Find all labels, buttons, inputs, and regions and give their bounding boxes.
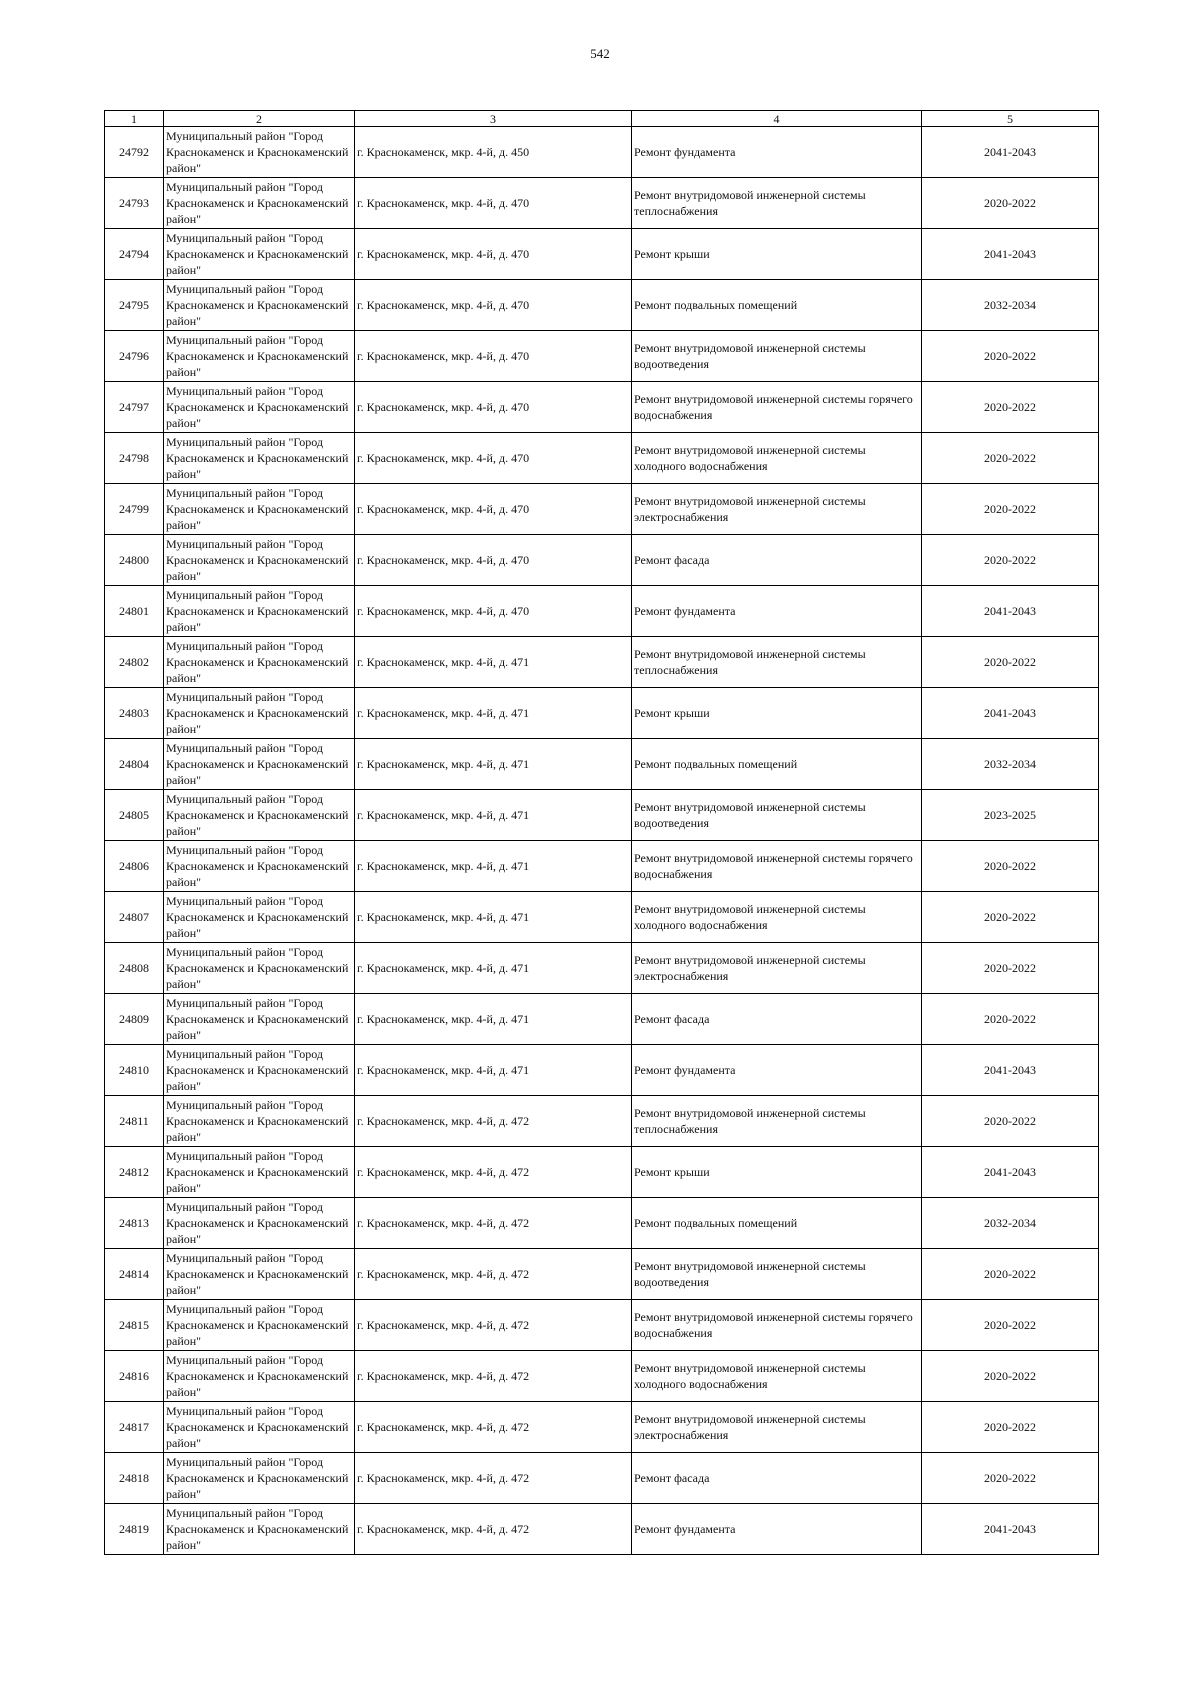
address-cell: г. Краснокаменск, мкр. 4-й, д. 472 (355, 1504, 632, 1555)
municipality-cell: Муниципальный район "Город Краснокаменск и Краснокаменский район" (164, 127, 355, 178)
row-number-cell: 24806 (105, 841, 164, 892)
address-cell: г. Краснокаменск, мкр. 4-й, д. 472 (355, 1198, 632, 1249)
table-row (105, 484, 1099, 535)
row-number-cell: 24793 (105, 178, 164, 229)
work-type-cell: Ремонт крыши (632, 688, 922, 739)
work-type-cell: Ремонт внутридомовой инженерной системы электроснабжения (632, 484, 922, 535)
row-number-cell: 24794 (105, 229, 164, 280)
municipality-cell: Муниципальный район "Город Краснокаменск и Краснокаменский район" (164, 1453, 355, 1504)
row-number-cell: 24816 (105, 1351, 164, 1402)
municipality-cell: Муниципальный район "Город Краснокаменск и Краснокаменский район" (164, 892, 355, 943)
municipality-cell: Муниципальный район "Город Краснокаменск и Краснокаменский район" (164, 688, 355, 739)
address-cell: г. Краснокаменск, мкр. 4-й, д. 471 (355, 790, 632, 841)
work-type-cell: Ремонт фасада (632, 1453, 922, 1504)
work-type-cell: Ремонт крыши (632, 1147, 922, 1198)
period-cell: 2020-2022 (922, 535, 1099, 586)
column-header: 5 (922, 111, 1099, 127)
municipality-cell: Муниципальный район "Город Краснокаменск и Краснокаменский район" (164, 739, 355, 790)
period-cell: 2020-2022 (922, 331, 1099, 382)
table-row (105, 1147, 1099, 1198)
period-cell: 2032-2034 (922, 280, 1099, 331)
row-number-cell: 24819 (105, 1504, 164, 1555)
row-number-cell: 24815 (105, 1300, 164, 1351)
table-row (105, 1198, 1099, 1249)
work-type-cell: Ремонт внутридомовой инженерной системы водоотведения (632, 790, 922, 841)
row-number-cell: 24809 (105, 994, 164, 1045)
period-cell: 2041-2043 (922, 1147, 1099, 1198)
address-cell: г. Краснокаменск, мкр. 4-й, д. 470 (355, 178, 632, 229)
address-cell: г. Краснокаменск, мкр. 4-й, д. 470 (355, 331, 632, 382)
period-cell: 2020-2022 (922, 1351, 1099, 1402)
address-cell: г. Краснокаменск, мкр. 4-й, д. 472 (355, 1096, 632, 1147)
row-number-cell: 24801 (105, 586, 164, 637)
table-row (105, 1096, 1099, 1147)
row-number-cell: 24810 (105, 1045, 164, 1096)
work-type-cell: Ремонт внутридомовой инженерной системы теплоснабжения (632, 1096, 922, 1147)
municipality-cell: Муниципальный район "Город Краснокаменск и Краснокаменский район" (164, 1300, 355, 1351)
municipality-cell: Муниципальный район "Город Краснокаменск и Краснокаменский район" (164, 1351, 355, 1402)
work-type-cell: Ремонт подвальных помещений (632, 739, 922, 790)
period-cell: 2041-2043 (922, 586, 1099, 637)
municipality-cell: Муниципальный район "Город Краснокаменск и Краснокаменский район" (164, 841, 355, 892)
municipality-cell: Муниципальный район "Город Краснокаменск и Краснокаменский район" (164, 790, 355, 841)
address-cell: г. Краснокаменск, мкр. 4-й, д. 470 (355, 535, 632, 586)
row-number-cell: 24808 (105, 943, 164, 994)
work-type-cell: Ремонт фасада (632, 535, 922, 586)
table-row (105, 535, 1099, 586)
address-cell: г. Краснокаменск, мкр. 4-й, д. 470 (355, 484, 632, 535)
period-cell: 2020-2022 (922, 994, 1099, 1045)
address-cell: г. Краснокаменск, мкр. 4-й, д. 472 (355, 1402, 632, 1453)
work-type-cell: Ремонт внутридомовой инженерной системы электроснабжения (632, 943, 922, 994)
table-row (105, 892, 1099, 943)
municipality-cell: Муниципальный район "Город Краснокаменск и Краснокаменский район" (164, 382, 355, 433)
address-cell: г. Краснокаменск, мкр. 4-й, д. 471 (355, 637, 632, 688)
municipality-cell: Муниципальный район "Город Краснокаменск и Краснокаменский район" (164, 535, 355, 586)
period-cell: 2020-2022 (922, 484, 1099, 535)
municipality-cell: Муниципальный район "Город Краснокаменск и Краснокаменский район" (164, 280, 355, 331)
municipality-cell: Муниципальный район "Город Краснокаменск и Краснокаменский район" (164, 484, 355, 535)
municipality-cell: Муниципальный район "Город Краснокаменск и Краснокаменский район" (164, 586, 355, 637)
period-cell: 2041-2043 (922, 1045, 1099, 1096)
address-cell: г. Краснокаменск, мкр. 4-й, д. 470 (355, 433, 632, 484)
row-number-cell: 24818 (105, 1453, 164, 1504)
period-cell: 2032-2034 (922, 739, 1099, 790)
page-number: 542 (590, 46, 610, 61)
municipality-cell: Муниципальный район "Город Краснокаменск и Краснокаменский район" (164, 1504, 355, 1555)
work-type-cell: Ремонт фасада (632, 994, 922, 1045)
municipality-cell: Муниципальный район "Город Краснокаменск и Краснокаменский район" (164, 994, 355, 1045)
address-cell: г. Краснокаменск, мкр. 4-й, д. 471 (355, 943, 632, 994)
row-number-cell: 24811 (105, 1096, 164, 1147)
work-type-cell: Ремонт внутридомовой инженерной системы теплоснабжения (632, 178, 922, 229)
period-cell: 2020-2022 (922, 1453, 1099, 1504)
work-type-cell: Ремонт внутридомовой инженерной системы холодного водоснабжения (632, 433, 922, 484)
work-type-cell: Ремонт фундамента (632, 1045, 922, 1096)
municipality-cell: Муниципальный район "Город Краснокаменск и Краснокаменский район" (164, 943, 355, 994)
table-row (105, 1504, 1099, 1555)
row-number-cell: 24812 (105, 1147, 164, 1198)
table-row (105, 841, 1099, 892)
work-type-cell: Ремонт внутридомовой инженерной системы горячего водоснабжения (632, 1300, 922, 1351)
row-number-cell: 24805 (105, 790, 164, 841)
work-type-cell: Ремонт внутридомовой инженерной системы водоотведения (632, 331, 922, 382)
period-cell: 2041-2043 (922, 688, 1099, 739)
work-type-cell: Ремонт фундамента (632, 1504, 922, 1555)
address-cell: г. Краснокаменск, мкр. 4-й, д. 470 (355, 382, 632, 433)
municipality-cell: Муниципальный район "Город Краснокаменск и Краснокаменский район" (164, 1147, 355, 1198)
table-row (105, 433, 1099, 484)
address-cell: г. Краснокаменск, мкр. 4-й, д. 472 (355, 1249, 632, 1300)
municipality-cell: Муниципальный район "Город Краснокаменск и Краснокаменский район" (164, 1096, 355, 1147)
work-type-cell: Ремонт внутридомовой инженерной системы холодного водоснабжения (632, 892, 922, 943)
period-cell: 2023-2025 (922, 790, 1099, 841)
column-header: 3 (355, 111, 632, 127)
table-row (105, 994, 1099, 1045)
period-cell: 2020-2022 (922, 382, 1099, 433)
table-row (105, 1300, 1099, 1351)
address-cell: г. Краснокаменск, мкр. 4-й, д. 472 (355, 1351, 632, 1402)
row-number-cell: 24798 (105, 433, 164, 484)
work-type-cell: Ремонт подвальных помещений (632, 1198, 922, 1249)
table-row (105, 739, 1099, 790)
municipality-cell: Муниципальный район "Город Краснокаменск и Краснокаменский район" (164, 229, 355, 280)
table-row (105, 1453, 1099, 1504)
work-type-cell: Ремонт внутридомовой инженерной системы электроснабжения (632, 1402, 922, 1453)
capital-repair-table (104, 110, 1099, 1555)
address-cell: г. Краснокаменск, мкр. 4-й, д. 471 (355, 994, 632, 1045)
work-type-cell: Ремонт внутридомовой инженерной системы водоотведения (632, 1249, 922, 1300)
work-type-cell: Ремонт внутридомовой инженерной системы горячего водоснабжения (632, 841, 922, 892)
work-type-cell: Ремонт внутридомовой инженерной системы горячего водоснабжения (632, 382, 922, 433)
address-cell: г. Краснокаменск, мкр. 4-й, д. 471 (355, 892, 632, 943)
address-cell: г. Краснокаменск, мкр. 4-й, д. 471 (355, 739, 632, 790)
table-row (105, 688, 1099, 739)
table-row (105, 382, 1099, 433)
address-cell: г. Краснокаменск, мкр. 4-й, д. 472 (355, 1300, 632, 1351)
period-cell: 2041-2043 (922, 229, 1099, 280)
table-row (105, 637, 1099, 688)
period-cell: 2020-2022 (922, 1096, 1099, 1147)
table-row (105, 1351, 1099, 1402)
row-number-cell: 24802 (105, 637, 164, 688)
table-row (105, 1402, 1099, 1453)
period-cell: 2020-2022 (922, 943, 1099, 994)
row-number-cell: 24800 (105, 535, 164, 586)
period-cell: 2020-2022 (922, 1249, 1099, 1300)
municipality-cell: Муниципальный район "Город Краснокаменск и Краснокаменский район" (164, 637, 355, 688)
row-number-cell: 24796 (105, 331, 164, 382)
period-cell: 2020-2022 (922, 841, 1099, 892)
row-number-cell: 24803 (105, 688, 164, 739)
period-cell: 2032-2034 (922, 1198, 1099, 1249)
work-type-cell: Ремонт внутридомовой инженерной системы холодного водоснабжения (632, 1351, 922, 1402)
column-header: 4 (632, 111, 922, 127)
work-type-cell: Ремонт крыши (632, 229, 922, 280)
municipality-cell: Муниципальный район "Город Краснокаменск и Краснокаменский район" (164, 1198, 355, 1249)
period-cell: 2041-2043 (922, 1504, 1099, 1555)
period-cell: 2020-2022 (922, 178, 1099, 229)
municipality-cell: Муниципальный район "Город Краснокаменск и Краснокаменский район" (164, 1249, 355, 1300)
address-cell: г. Краснокаменск, мкр. 4-й, д. 470 (355, 229, 632, 280)
period-cell: 2020-2022 (922, 1300, 1099, 1351)
work-type-cell: Ремонт фундамента (632, 586, 922, 637)
table-row (105, 178, 1099, 229)
table-row (105, 229, 1099, 280)
municipality-cell: Муниципальный район "Город Краснокаменск и Краснокаменский район" (164, 331, 355, 382)
period-cell: 2020-2022 (922, 433, 1099, 484)
table-row (105, 1045, 1099, 1096)
municipality-cell: Муниципальный район "Город Краснокаменск и Краснокаменский район" (164, 433, 355, 484)
municipality-cell: Муниципальный район "Город Краснокаменск и Краснокаменский район" (164, 178, 355, 229)
row-number-cell: 24792 (105, 127, 164, 178)
table-row (105, 943, 1099, 994)
column-header: 2 (164, 111, 355, 127)
table-row (105, 280, 1099, 331)
row-number-cell: 24817 (105, 1402, 164, 1453)
period-cell: 2020-2022 (922, 637, 1099, 688)
address-cell: г. Краснокаменск, мкр. 4-й, д. 471 (355, 1045, 632, 1096)
address-cell: г. Краснокаменск, мкр. 4-й, д. 471 (355, 688, 632, 739)
address-cell: г. Краснокаменск, мкр. 4-й, д. 472 (355, 1147, 632, 1198)
table-row (105, 331, 1099, 382)
table-row (105, 790, 1099, 841)
address-cell: г. Краснокаменск, мкр. 4-й, д. 470 (355, 586, 632, 637)
period-cell: 2020-2022 (922, 892, 1099, 943)
row-number-cell: 24813 (105, 1198, 164, 1249)
table-row (105, 127, 1099, 178)
row-number-cell: 24804 (105, 739, 164, 790)
address-cell: г. Краснокаменск, мкр. 4-й, д. 471 (355, 841, 632, 892)
table-header-row (105, 111, 1099, 127)
row-number-cell: 24797 (105, 382, 164, 433)
row-number-cell: 24799 (105, 484, 164, 535)
address-cell: г. Краснокаменск, мкр. 4-й, д. 472 (355, 1453, 632, 1504)
address-cell: г. Краснокаменск, мкр. 4-й, д. 470 (355, 280, 632, 331)
address-cell: г. Краснокаменск, мкр. 4-й, д. 450 (355, 127, 632, 178)
column-header: 1 (105, 111, 164, 127)
table-row (105, 586, 1099, 637)
row-number-cell: 24814 (105, 1249, 164, 1300)
row-number-cell: 24807 (105, 892, 164, 943)
work-type-cell: Ремонт фундамента (632, 127, 922, 178)
period-cell: 2041-2043 (922, 127, 1099, 178)
municipality-cell: Муниципальный район "Город Краснокаменск и Краснокаменский район" (164, 1402, 355, 1453)
municipality-cell: Муниципальный район "Город Краснокаменск и Краснокаменский район" (164, 1045, 355, 1096)
row-number-cell: 24795 (105, 280, 164, 331)
table-row (105, 1249, 1099, 1300)
work-type-cell: Ремонт подвальных помещений (632, 280, 922, 331)
work-type-cell: Ремонт внутридомовой инженерной системы теплоснабжения (632, 637, 922, 688)
period-cell: 2020-2022 (922, 1402, 1099, 1453)
